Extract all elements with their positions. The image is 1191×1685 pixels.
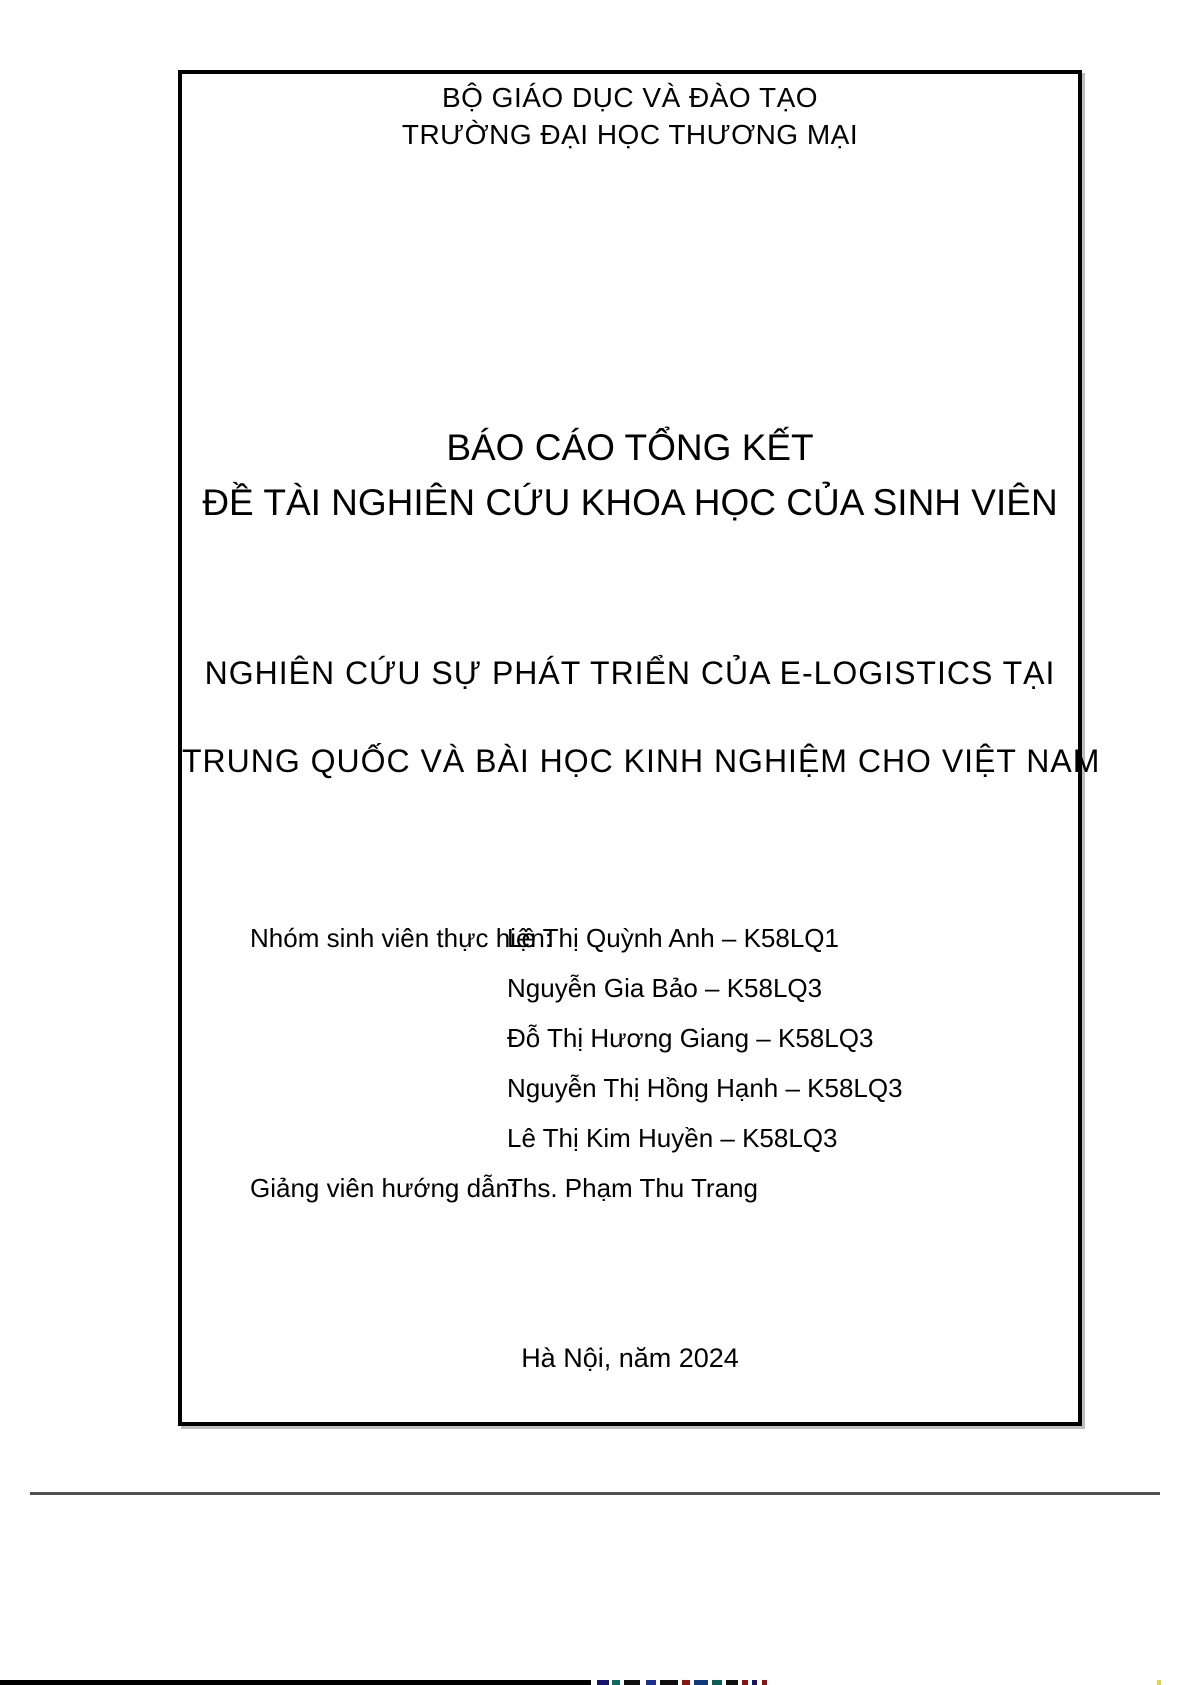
bottom-edge-fragment	[742, 1680, 748, 1685]
report-title-line2: ĐỀ TÀI NGHIÊN CỨU KHOA HỌC CỦA SINH VIÊN	[202, 482, 1058, 523]
bottom-edge-fragment	[624, 1680, 640, 1685]
bottom-edge-fragment	[726, 1680, 738, 1685]
member-name: Lê Thị Kim Huyền – K58LQ3	[507, 1123, 838, 1153]
member-name: Đỗ Thị Hương Giang – K58LQ3	[507, 1023, 874, 1053]
bottom-edge-fragment	[694, 1680, 708, 1685]
member-name: Nguyễn Thị Hồng Hạnh – K58LQ3	[507, 1073, 903, 1103]
ministry-name: BỘ GIÁO DỤC VÀ ĐÀO TẠO	[441, 82, 819, 113]
members-label: Nhóm sinh viên thực hiện:	[250, 923, 553, 953]
bottom-edge-fragment	[762, 1680, 767, 1685]
topic-line1: NGHIÊN CỨU SỰ PHÁT TRIỂN CỦA E-LOGISTICS TẠI	[204, 655, 1056, 691]
bottom-edge-fragment	[712, 1680, 722, 1685]
bottom-edge-fragment	[597, 1680, 609, 1685]
supervisor-label: Giảng viên hướng dẫn:	[250, 1173, 518, 1203]
university-name: TRƯỜNG ĐẠI HỌC THƯƠNG MẠI	[401, 119, 859, 150]
member-name: Nguyễn Gia Bảo – K58LQ3	[507, 973, 823, 1003]
bottom-edge-fragment	[752, 1680, 757, 1685]
supervisor-name: Ths. Phạm Thu Trang	[507, 1173, 758, 1203]
bottom-edge-fragment	[646, 1680, 656, 1685]
bottom-edge-fragment	[1157, 1680, 1161, 1685]
member-name: Lê Thị Quỳnh Anh – K58LQ1	[507, 923, 839, 953]
bottom-edge-fragment	[612, 1680, 620, 1685]
bottom-edge-fragment	[660, 1680, 678, 1685]
bottom-edge-fragment	[682, 1680, 690, 1685]
report-title-line1: BÁO CÁO TỔNG KẾT	[446, 427, 814, 468]
topic-line2: TRUNG QUỐC VÀ BÀI HỌC KINH NGHIỆM CHO VIỆT NAM	[182, 743, 1101, 779]
place-year: Hà Nội, năm 2024	[521, 1343, 739, 1373]
